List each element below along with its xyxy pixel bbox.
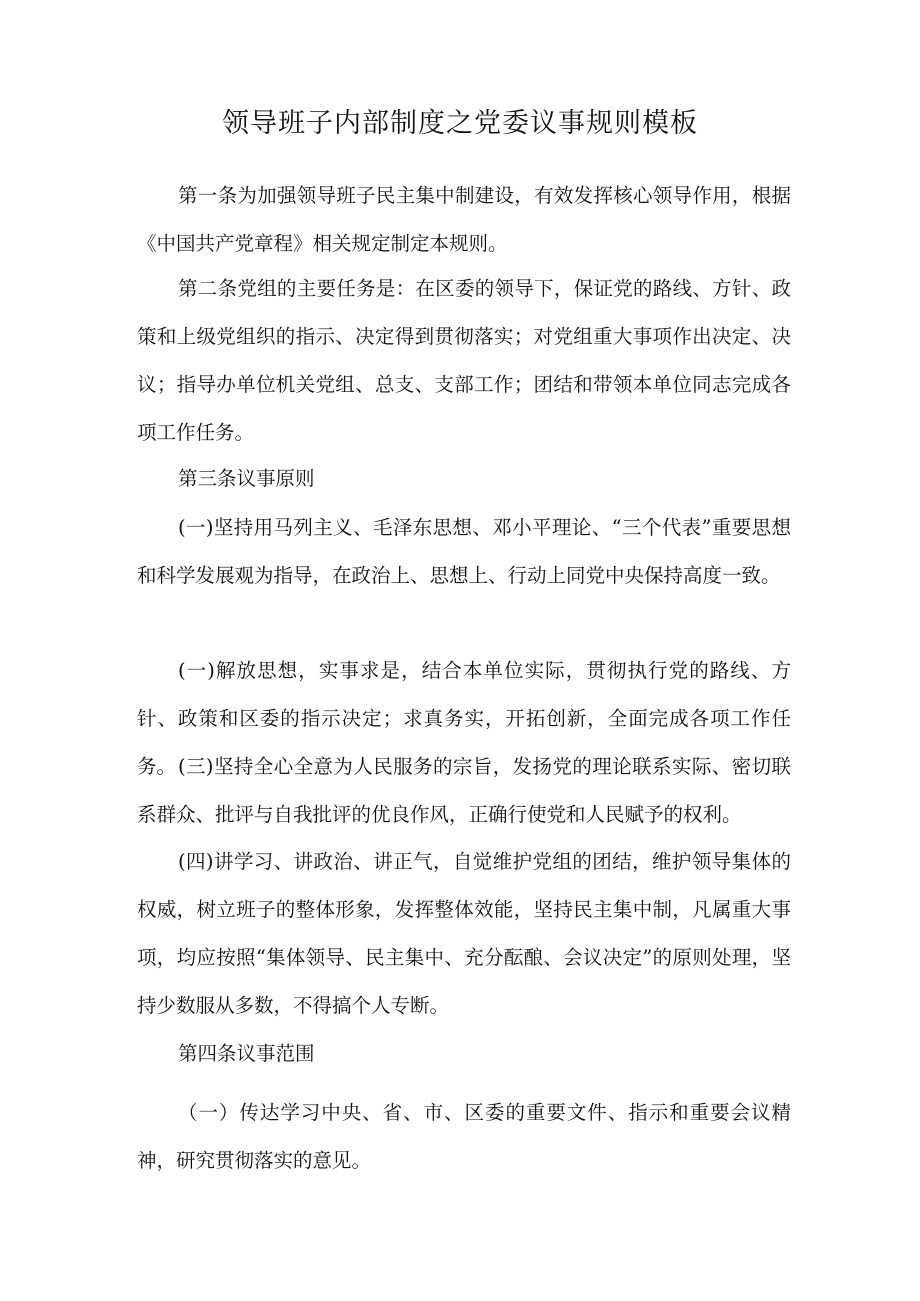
article-3-heading: 第三条议事原则 xyxy=(178,467,315,490)
article-1-paragraph: 第一条为加强领导班子民主集中制建设，有效发挥核心领导作用，根据《中国共产党章程》相关规定制定本规则。 xyxy=(137,184,791,255)
article-4-heading: 第四条议事范围 xyxy=(178,1042,315,1065)
article-2-paragraph: 第二条党组的主要任务是：在区委的领导下，保证党的路线、方针、政策和上级党组织的指示、决定得到贯彻落实；对党组重大事项作出决定、决议；指导办单位机关党组、总支、支部工作；团结和带领本单位同志完成各项工作任务。 xyxy=(137,277,791,444)
principle-1-paragraph: (一)坚持用马列主义、毛泽东思想、邓小平理论、“三个代表”重要思想和科学发展观为指导，在政治上、思想上、行动上同党中央保持高度一致。 xyxy=(137,516,791,587)
principle-3-paragraph: (三)坚持全心全意为人民服务的宗旨，发扬党的理论联系实际、密切联系群众、批评与自我批评的优良作风，正确行使党和人民赋予的权利。 xyxy=(137,755,791,826)
scope-1-paragraph: （一）传达学习中央、省、市、区委的重要文件、指示和重要会议精神，研究贯彻落实的意见。 xyxy=(137,1101,791,1172)
principle-2-paragraph: (一)解放思想，实事求是，结合本单位实际，贯彻执行党的路线、方针、政策和区委的指示决定；求真务实，开拓创新，全面完成各项工作任务。 xyxy=(137,659,791,778)
principle-4-paragraph: (四)讲学习、讲政治、讲正气，自觉维护党组的团结，维护领导集体的权威，树立班子的整体形象，发挥整体效能，坚持民主集中制，凡属重大事项，均应按照“集体领导、民主集中、充分酝酿、会议决定”的原则处理，坚持少数服从多数，不得搞个人专断。 xyxy=(137,850,791,1017)
document-title: 领导班子内部制度之党委议事规则模板 xyxy=(222,108,698,139)
